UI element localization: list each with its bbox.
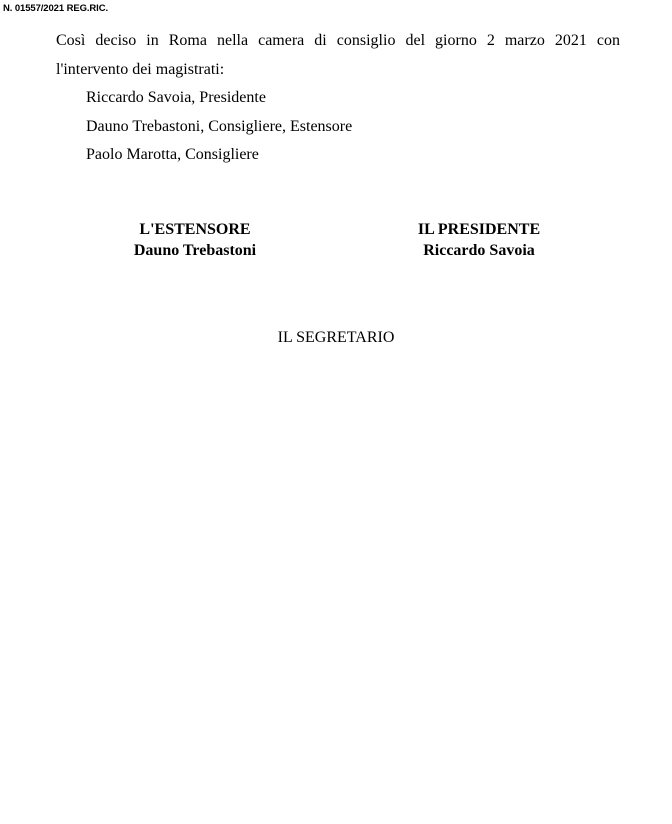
secretary-label: IL SEGRETARIO (277, 329, 395, 346)
closing-statement-line-2: l'intervento dei magistrati: (56, 61, 225, 78)
document-reference-number: N. 01557/2021 REG.RIC. (3, 3, 108, 14)
signature-role: L'ESTENSORE (139, 221, 251, 238)
closing-statement-line-1: Così deciso in Roma nella camera di consiglio del giorno 2 marzo 2021 con (56, 32, 620, 49)
signature-name: Riccardo Savoia (423, 242, 535, 259)
judges-list (86, 84, 352, 170)
list-item: Paolo Marotta, Consigliere (86, 146, 259, 163)
signature-role: IL PRESIDENTE (417, 221, 541, 238)
list-item: Riccardo Savoia, Presidente (86, 89, 266, 106)
signature-block-presidente (364, 219, 594, 261)
list-item: Dauno Trebastoni, Consigliere, Estensore (86, 117, 353, 135)
signature-name: Dauno Trebastoni (133, 242, 257, 259)
signature-block-estensore (80, 219, 310, 261)
